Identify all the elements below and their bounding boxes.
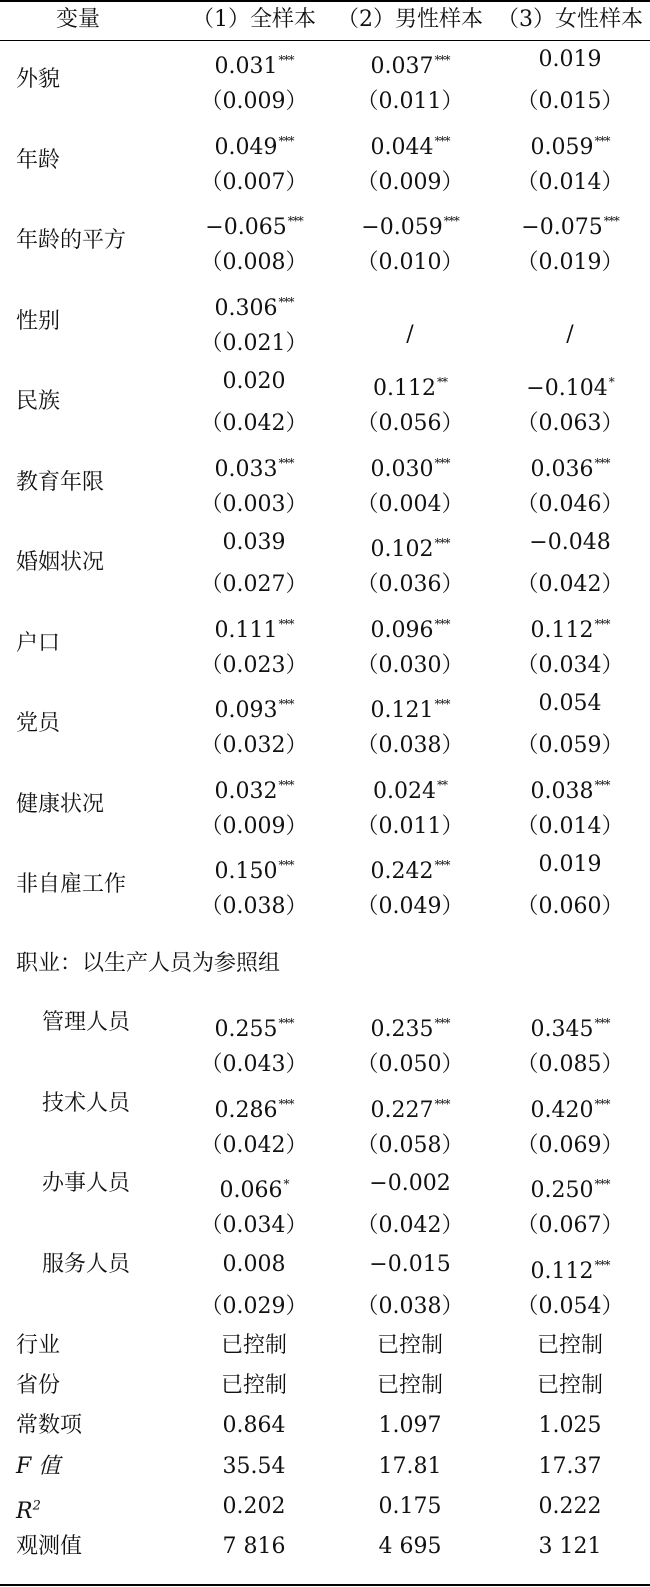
stat-col1 xyxy=(184,1333,324,1359)
stat-col1 xyxy=(184,1373,324,1399)
coef-col3-text: 0.036 xyxy=(530,456,594,482)
stat-label-text: F 值 xyxy=(16,1453,61,1479)
se-col2-text: （0.004） xyxy=(356,491,464,517)
stat-col2 xyxy=(330,1373,490,1399)
row-label xyxy=(16,67,60,93)
coef-col3 xyxy=(490,611,650,644)
occ-se-col1 xyxy=(184,1213,324,1239)
se-col3 xyxy=(490,89,650,115)
stat-label xyxy=(16,1413,82,1439)
coef-col3-text: −0.104 xyxy=(526,376,608,401)
se-col1-text: （0.007） xyxy=(200,169,308,195)
occ-coef-col1-significance: *** xyxy=(278,1016,294,1030)
row-label xyxy=(16,389,60,415)
row-label xyxy=(16,148,60,174)
se-col3 xyxy=(490,170,650,196)
coef-col1 xyxy=(184,289,324,322)
coef-col3 xyxy=(490,47,650,73)
coef-col3-text: 0.054 xyxy=(538,691,602,716)
se-col3-text: （0.015） xyxy=(516,89,624,114)
coef-col1-significance: *** xyxy=(278,455,294,470)
se-col2-text: （0.038） xyxy=(356,733,464,758)
row-label xyxy=(16,872,126,898)
coef-col2-significance: *** xyxy=(443,214,459,228)
occ-coef-col1 xyxy=(184,1171,324,1204)
occ-se-col3-text: （0.054） xyxy=(516,1293,624,1319)
stat-col3-text: 已控制 xyxy=(536,1333,603,1358)
stat-col3 xyxy=(490,1534,650,1560)
se-col2-text: （0.010） xyxy=(356,250,464,275)
stat-col1-text: 0.202 xyxy=(222,1493,286,1519)
occ-coef-col1 xyxy=(184,1091,324,1124)
occ-label xyxy=(42,1010,130,1036)
stat-col2-text: 17.81 xyxy=(378,1453,442,1479)
se-col1 xyxy=(184,814,324,840)
coef-col2-significance: *** xyxy=(434,536,450,550)
occ-coef-col1-text: 0.255 xyxy=(214,1017,278,1042)
se-col2-text: （0.030） xyxy=(356,652,464,678)
se-col3 xyxy=(490,492,650,518)
stat-col1-text: 35.54 xyxy=(222,1453,286,1479)
stat-col3 xyxy=(490,1494,650,1520)
row-label-text: 健康状况 xyxy=(16,791,105,817)
coef-col1 xyxy=(184,852,324,885)
se-col2 xyxy=(330,894,490,920)
stat-col3 xyxy=(490,1413,650,1439)
row-label xyxy=(16,792,104,818)
occ-label-text: 服务人员 xyxy=(42,1251,131,1277)
coef-col1-significance: *** xyxy=(278,616,294,631)
stat-col1 xyxy=(184,1413,324,1439)
coef-col1-text: 0.031 xyxy=(214,54,278,79)
coef-col2 xyxy=(330,691,490,724)
occ-se-col2 xyxy=(330,1294,490,1320)
coef-col2 xyxy=(330,530,490,563)
coef-col2 xyxy=(330,611,490,644)
stat-col2-text: 已控制 xyxy=(376,1373,443,1399)
header-col1: （1）全样本 xyxy=(192,7,316,32)
occ-se-col1 xyxy=(184,1052,324,1078)
se-col3-text: （0.063） xyxy=(516,411,624,436)
occ-se-col3 xyxy=(490,1052,650,1078)
row-label xyxy=(16,550,104,576)
header-variable: 变量 xyxy=(56,7,101,32)
coef-col3 xyxy=(490,128,650,161)
coef-col2-significance: *** xyxy=(434,858,450,872)
stat-col3-text: 17.37 xyxy=(538,1453,602,1479)
row-label xyxy=(16,228,126,254)
se-col2-text: （0.049） xyxy=(356,894,464,919)
se-col1 xyxy=(184,89,324,115)
occ-coef-col1 xyxy=(184,1010,324,1043)
se-col2-text: （0.011） xyxy=(356,89,464,114)
coef-col3 xyxy=(490,369,650,402)
cell-empty-text: / xyxy=(566,321,574,347)
coef-col2-text: 0.112 xyxy=(373,376,436,401)
coef-col1-text: 0.020 xyxy=(222,369,286,394)
occ-coef-col1-significance: * xyxy=(283,1177,289,1191)
coef-col2-significance: *** xyxy=(434,616,450,631)
occ-se-col3 xyxy=(490,1133,650,1159)
occ-se-col3-text: （0.067） xyxy=(516,1213,624,1238)
coef-col1-text: 0.306 xyxy=(214,295,278,321)
stat-col1-text: 0.864 xyxy=(222,1413,286,1439)
coef-col2-text: 0.096 xyxy=(370,617,434,643)
coef-col1 xyxy=(184,450,324,483)
coef-col3-significance: *** xyxy=(594,455,610,470)
se-col1 xyxy=(184,653,324,679)
stat-col3 xyxy=(490,1333,650,1359)
coef-col2-text: 0.102 xyxy=(370,537,434,562)
stat-col2 xyxy=(330,1413,490,1439)
row-label-text: 户口 xyxy=(16,630,61,656)
stat-col2 xyxy=(330,1534,490,1560)
stat-col3 xyxy=(490,1454,650,1480)
coef-col1-text: 0.039 xyxy=(222,530,286,555)
occ-se-col2-text: （0.038） xyxy=(356,1293,464,1319)
se-col1-text: （0.008） xyxy=(200,250,308,275)
coef-col2 xyxy=(330,450,490,483)
occ-coef-col3-text: 0.345 xyxy=(530,1017,594,1042)
coef-col2-significance: *** xyxy=(434,133,450,148)
se-col3-text: （0.059） xyxy=(516,733,624,758)
occ-se-col3 xyxy=(490,1294,650,1320)
occ-se-col1-text: （0.029） xyxy=(200,1293,308,1319)
se-col1-text: （0.009） xyxy=(200,813,308,839)
cell-empty xyxy=(330,322,490,348)
coef-col2-significance: ** xyxy=(436,375,447,389)
coef-col2-text: 0.242 xyxy=(370,859,434,884)
coef-col3-text: 0.019 xyxy=(538,47,602,72)
coef-col3 xyxy=(490,450,650,483)
se-col1-text: （0.009） xyxy=(200,89,308,114)
coef-col3-text: 0.112 xyxy=(530,617,594,643)
se-col2 xyxy=(330,653,490,679)
stat-col1 xyxy=(184,1454,324,1480)
coef-col2-text: 0.030 xyxy=(370,456,434,482)
occ-coef-col3-significance: *** xyxy=(594,1257,610,1272)
occ-coef-col1 xyxy=(184,1252,324,1278)
occ-label xyxy=(42,1171,130,1197)
occ-coef-col2 xyxy=(330,1010,490,1043)
se-col1 xyxy=(184,250,324,276)
coef-col3-text: −0.048 xyxy=(529,530,611,555)
occ-coef-col3 xyxy=(490,1010,650,1043)
occ-coef-col3-significance: *** xyxy=(594,1177,610,1191)
coef-col2-significance: *** xyxy=(434,455,450,470)
stat-col2 xyxy=(330,1454,490,1480)
occ-coef-col3-text: 0.420 xyxy=(530,1097,594,1123)
stat-label xyxy=(16,1494,41,1525)
se-col1-text: （0.038） xyxy=(200,894,308,919)
coef-col1-text: 0.032 xyxy=(214,778,278,804)
coef-col3-significance: * xyxy=(608,375,614,389)
coef-col1 xyxy=(184,691,324,724)
se-col2 xyxy=(330,89,490,115)
se-col1 xyxy=(184,492,324,518)
row-label-text: 外貌 xyxy=(16,67,61,92)
coef-col3-text: 0.019 xyxy=(538,852,602,877)
coef-col2-text: 0.037 xyxy=(370,54,434,79)
row-label-text: 党员 xyxy=(16,711,61,736)
occ-coef-col1-text: 0.008 xyxy=(222,1251,286,1277)
se-col3 xyxy=(490,653,650,679)
coef-col1-text: −0.065 xyxy=(205,215,287,240)
se-col3-text: （0.060） xyxy=(516,894,624,919)
stat-col2-text: 1.097 xyxy=(378,1413,442,1439)
se-col1 xyxy=(184,733,324,759)
se-col3 xyxy=(490,411,650,437)
header-rule xyxy=(0,40,650,41)
row-label-text: 婚姻状况 xyxy=(16,550,105,575)
occ-coef-col1-text: 0.066 xyxy=(219,1178,283,1203)
stat-label-text: 省份 xyxy=(16,1373,61,1399)
coef-col2-text: 0.044 xyxy=(370,134,434,160)
coef-col1-significance: *** xyxy=(278,858,294,872)
occ-se-col1-text: （0.034） xyxy=(200,1213,308,1238)
stat-col1-text: 已控制 xyxy=(220,1333,287,1358)
stat-col3-text: 3 121 xyxy=(538,1534,602,1559)
stat-col2 xyxy=(330,1333,490,1359)
occ-label xyxy=(42,1252,130,1278)
stat-label xyxy=(16,1373,60,1399)
occ-label-text: 技术人员 xyxy=(42,1090,131,1116)
occ-coef-col2 xyxy=(330,1091,490,1124)
se-col2-text: （0.009） xyxy=(356,169,464,195)
coef-col3 xyxy=(490,772,650,805)
row-label xyxy=(16,470,104,496)
stat-label xyxy=(16,1454,60,1480)
stat-col3-text: 已控制 xyxy=(536,1373,603,1399)
se-col2 xyxy=(330,814,490,840)
row-label xyxy=(16,631,60,657)
occ-se-col3 xyxy=(490,1213,650,1239)
coef-col2 xyxy=(330,852,490,885)
occ-coef-col3-text: 0.112 xyxy=(530,1258,594,1284)
se-col1 xyxy=(184,170,324,196)
coef-col3-significance: *** xyxy=(594,777,610,792)
coef-col3-significance: *** xyxy=(594,133,610,148)
se-col1 xyxy=(184,411,324,437)
se-col3-text: （0.034） xyxy=(516,652,624,678)
header-col2: （2）男性样本 xyxy=(337,7,483,32)
se-col3-text: （0.046） xyxy=(516,491,624,517)
coef-col2-significance: ** xyxy=(436,777,447,792)
occ-coef-col2-significance: *** xyxy=(434,1096,450,1111)
coef-col2-text: 0.024 xyxy=(373,778,436,804)
occ-coef-col3-significance: *** xyxy=(594,1016,610,1030)
coef-col1-text: 0.111 xyxy=(214,617,278,643)
coef-col2-significance: *** xyxy=(434,53,450,67)
coef-col3-text: −0.075 xyxy=(521,215,603,240)
row-label xyxy=(16,309,60,335)
row-label-text: 非自雇工作 xyxy=(16,872,127,897)
occupation-heading-text: 职业：以生产人员为参照组 xyxy=(16,951,281,976)
occ-se-col2 xyxy=(330,1133,490,1159)
occ-coef-col1-text: 0.286 xyxy=(214,1097,278,1123)
se-col3-text: （0.042） xyxy=(516,572,624,597)
stat-col3-text: 1.025 xyxy=(538,1413,602,1439)
row-label-text: 年龄的平方 xyxy=(16,228,127,253)
occ-coef-col2 xyxy=(330,1252,490,1278)
coef-col1-text: 0.049 xyxy=(214,134,278,160)
se-col2-text: （0.036） xyxy=(356,572,464,597)
coef-col3-significance: *** xyxy=(594,616,610,631)
stat-label xyxy=(16,1333,60,1359)
occ-se-col2-text: （0.050） xyxy=(356,1052,464,1077)
se-col2 xyxy=(330,170,490,196)
cell-empty xyxy=(490,322,650,348)
row-label-text: 民族 xyxy=(16,389,61,414)
coef-col2 xyxy=(330,208,490,241)
coef-col3 xyxy=(490,208,650,241)
se-col1-text: （0.023） xyxy=(200,652,308,678)
coef-col1-text: 0.093 xyxy=(214,698,278,723)
occ-se-col2 xyxy=(330,1052,490,1078)
occ-se-col3-text: （0.085） xyxy=(516,1052,624,1077)
coef-col1 xyxy=(184,772,324,805)
coef-col2 xyxy=(330,772,490,805)
coef-col3 xyxy=(490,852,650,878)
coef-col2-text: 0.121 xyxy=(370,698,434,723)
occ-se-col2-text: （0.042） xyxy=(356,1213,464,1238)
stat-label-text: $R^2$ xyxy=(16,1498,41,1525)
stat-col3 xyxy=(490,1373,650,1399)
occ-coef-col3 xyxy=(490,1091,650,1124)
occ-label-text: 管理人员 xyxy=(42,1010,131,1035)
se-col2 xyxy=(330,572,490,598)
coef-col1-significance: *** xyxy=(278,133,294,148)
coef-col1-significance: *** xyxy=(278,294,294,309)
coef-col1 xyxy=(184,530,324,556)
se-col1 xyxy=(184,894,324,920)
se-col3 xyxy=(490,250,650,276)
occ-label xyxy=(42,1091,130,1117)
se-col2 xyxy=(330,492,490,518)
row-label-text: 性别 xyxy=(16,308,61,334)
occ-coef-col3 xyxy=(490,1171,650,1204)
occ-se-col1 xyxy=(184,1133,324,1159)
coef-col2-text: −0.059 xyxy=(361,215,443,240)
se-col2-text: （0.011） xyxy=(356,813,464,839)
se-col3 xyxy=(490,814,650,840)
stat-col2-text: 0.175 xyxy=(378,1493,442,1519)
occ-coef-col2-text: −0.015 xyxy=(369,1251,451,1277)
occ-se-col2-text: （0.058） xyxy=(356,1132,464,1158)
bottom-rule xyxy=(0,1584,650,1586)
se-col3-text: （0.014） xyxy=(516,169,624,195)
coef-col1 xyxy=(184,208,324,241)
coef-col2 xyxy=(330,47,490,80)
se-col3 xyxy=(490,894,650,920)
occ-coef-col2 xyxy=(330,1171,490,1197)
occ-coef-col1-significance: *** xyxy=(278,1096,294,1111)
occ-se-col1-text: （0.042） xyxy=(200,1132,308,1158)
occ-coef-col3-text: 0.250 xyxy=(530,1178,594,1203)
coef-col1 xyxy=(184,128,324,161)
se-col2-text: （0.056） xyxy=(356,411,464,436)
se-col1-text: （0.042） xyxy=(200,411,308,436)
se-col3 xyxy=(490,733,650,759)
coef-col3-significance: *** xyxy=(603,214,619,228)
stat-col1 xyxy=(184,1534,324,1560)
coef-col2 xyxy=(330,369,490,402)
coef-col1-significance: *** xyxy=(287,214,303,228)
occ-se-col2 xyxy=(330,1213,490,1239)
coef-col2 xyxy=(330,128,490,161)
stat-label-text: 行业 xyxy=(16,1333,61,1358)
stat-col2-text: 已控制 xyxy=(376,1333,443,1358)
coef-col3 xyxy=(490,530,650,556)
row-label-text: 年龄 xyxy=(16,147,61,173)
occ-label-text: 办事人员 xyxy=(42,1171,131,1196)
header-col3: （3）女性样本 xyxy=(497,7,643,32)
se-col1-text: （0.032） xyxy=(200,733,308,758)
se-col2 xyxy=(330,250,490,276)
cell-empty-text: / xyxy=(406,321,414,347)
coef-col1 xyxy=(184,47,324,80)
se-col3 xyxy=(490,572,650,598)
occ-se-col1 xyxy=(184,1294,324,1320)
coef-col1-significance: *** xyxy=(278,697,294,711)
se-col1 xyxy=(184,572,324,598)
se-col1 xyxy=(184,331,324,357)
se-col3-text: （0.019） xyxy=(516,250,624,275)
occ-se-col3-text: （0.069） xyxy=(516,1132,624,1158)
occ-coef-col3-significance: *** xyxy=(594,1096,610,1111)
coef-col1 xyxy=(184,611,324,644)
se-col2 xyxy=(330,411,490,437)
coef-col1-text: 0.033 xyxy=(214,456,278,482)
coef-col1-significance: *** xyxy=(278,777,294,792)
stat-col1-text: 7 816 xyxy=(222,1534,286,1559)
stat-label-text: 常数项 xyxy=(16,1413,83,1439)
stat-col1 xyxy=(184,1494,324,1520)
se-col3-text: （0.014） xyxy=(516,813,624,839)
stat-label xyxy=(16,1534,82,1560)
occ-coef-col2-text: −0.002 xyxy=(369,1171,451,1196)
stat-col1-text: 已控制 xyxy=(220,1373,287,1399)
se-col1-text: （0.027） xyxy=(200,572,308,597)
coef-col3 xyxy=(490,691,650,717)
coef-col1-significance: *** xyxy=(278,53,294,67)
occ-coef-col2-text: 0.235 xyxy=(370,1017,434,1042)
se-col1-text: （0.003） xyxy=(200,491,308,517)
coef-col1-text: 0.150 xyxy=(214,859,278,884)
stat-col2-text: 4 695 xyxy=(378,1534,442,1559)
occ-se-col1-text: （0.043） xyxy=(200,1052,308,1077)
coef-col3-text: 0.059 xyxy=(530,134,594,160)
row-label xyxy=(16,711,60,737)
coef-col3-text: 0.038 xyxy=(530,778,594,804)
coef-col2-significance: *** xyxy=(434,697,450,711)
row-label-text: 教育年限 xyxy=(16,469,105,495)
top-rule xyxy=(0,0,650,2)
occ-coef-col2-text: 0.227 xyxy=(370,1097,434,1123)
occupation-heading xyxy=(16,951,280,977)
se-col2 xyxy=(330,733,490,759)
occ-coef-col3 xyxy=(490,1252,650,1285)
stat-col2 xyxy=(330,1494,490,1520)
stat-label-text: 观测值 xyxy=(16,1534,83,1559)
coef-col1 xyxy=(184,369,324,395)
se-col1-text: （0.021） xyxy=(200,330,308,356)
occ-coef-col2-significance: *** xyxy=(434,1016,450,1030)
stat-col3-text: 0.222 xyxy=(538,1493,602,1519)
